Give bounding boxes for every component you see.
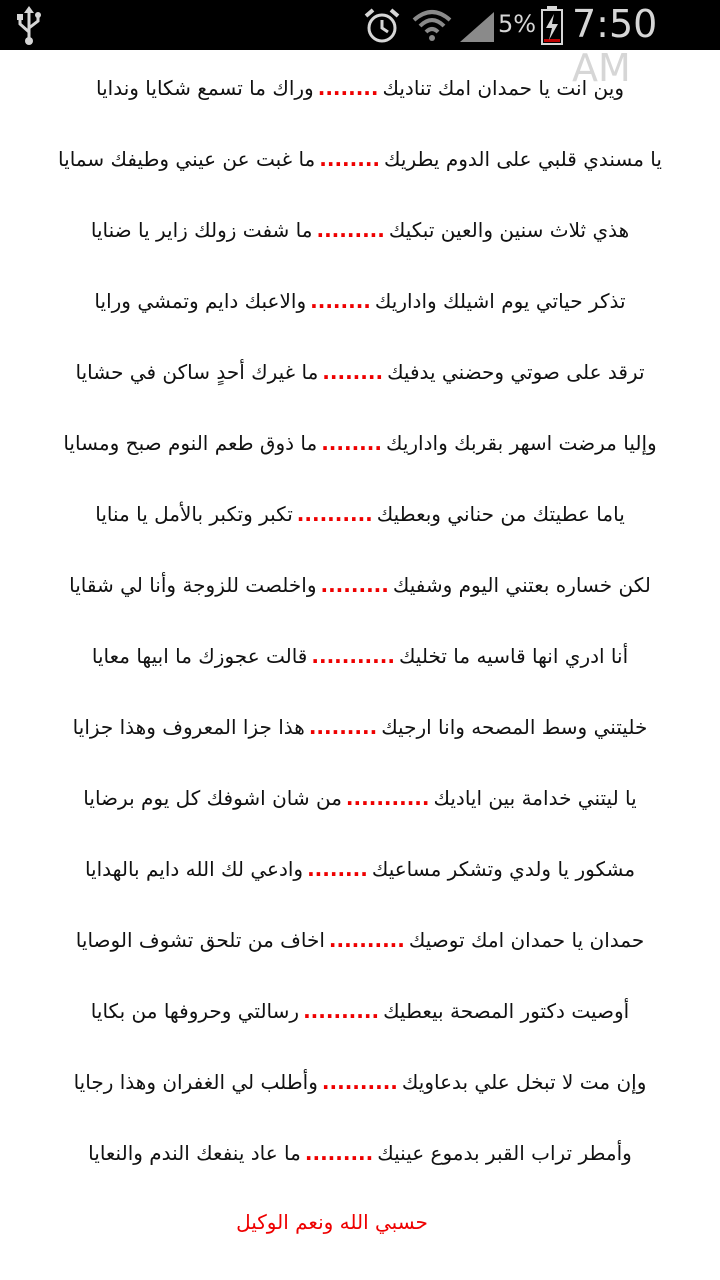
verse-separator-dots: ...........	[311, 644, 395, 668]
verse-separator-dots: ..........	[296, 502, 373, 526]
verse-separator-dots: ..........	[321, 1070, 398, 1094]
verse-second-half: من شان اشوفك كل يوم برضايا	[83, 786, 342, 810]
verse-line	[0, 778, 720, 818]
verse-line	[0, 565, 720, 605]
signal-icon	[460, 12, 496, 48]
verse-second-half: وادعي لك الله دايم بالهدايا	[84, 857, 304, 881]
verse-separator-dots: ........	[310, 289, 371, 313]
verse-first-half: هذي ثلاث سنين والعين تبكيك	[388, 218, 630, 242]
verse-first-half: تذكر حياتي يوم اشيلك واداريك	[374, 289, 626, 313]
verse-first-half: وين انت يا حمدان امك تناديك	[382, 76, 624, 100]
footer-text: حسبي الله ونعم الوكيل	[236, 1210, 428, 1234]
verse-second-half: والاعبك دايم وتمشي ورايا	[94, 289, 307, 313]
verse-line	[0, 920, 720, 960]
verse-second-half: تكبر وتكبر بالأمل يا منايا	[95, 502, 293, 526]
verse-line	[0, 352, 720, 392]
verse-first-half: لكن خساره بعتني اليوم وشفيك	[392, 573, 651, 597]
verse-first-half: حمدان يا حمدان امك توصيك	[408, 928, 645, 952]
verse-line	[0, 991, 720, 1031]
verse-line	[0, 707, 720, 747]
verse-line	[0, 68, 720, 108]
verse-first-half: أوصيت دكتور المصحة بيعطيك	[383, 999, 630, 1023]
verse-line	[0, 494, 720, 534]
verse-separator-dots: .........	[320, 573, 389, 597]
verse-separator-dots: .........	[304, 1141, 374, 1165]
verse-second-half: ما غبت عن عيني وطيفك سمايا	[58, 147, 316, 171]
verse-separator-dots: ........	[321, 431, 382, 455]
verse-second-half: واخلصت للزوجة وأنا لي شقايا	[69, 573, 317, 597]
verse-first-half: يا ليتني خدامة بين اياديك	[433, 786, 637, 810]
verse-second-half: رسالتي وحروفها من بكايا	[90, 999, 300, 1023]
verse-second-half: ما ذوق طعم النوم صبح ومسايا	[63, 431, 318, 455]
verse-first-half: خليتني وسط المصحه وانا ارجيك	[381, 715, 648, 739]
verse-separator-dots: .........	[316, 218, 385, 242]
verse-second-half: ما عاد ينفعك الندم والنعايا	[88, 1141, 301, 1165]
verse-line	[0, 849, 720, 889]
verse-first-half: مشكور يا ولدي وتشكر مساعيك	[371, 857, 636, 881]
usb-icon	[14, 6, 44, 50]
verse-line	[0, 636, 720, 676]
verse-separator-dots: .........	[308, 715, 378, 739]
verse-line	[0, 139, 720, 179]
verse-separator-dots: ...........	[345, 786, 430, 810]
verse-first-half: ياما عطيتك من حناني وبعطيك	[376, 502, 625, 526]
verse-first-half: وإليا مرضت اسهر بقربك واداريك	[385, 431, 657, 455]
verse-second-half: قالت عجوزك ما ابيها معايا	[91, 644, 308, 668]
verse-second-half: وأطلب لي الغفران وهذا رجايا	[73, 1070, 318, 1094]
verse-first-half: وإن مت لا تبخل علي بدعاويك	[401, 1070, 647, 1094]
verse-separator-dots: ..........	[328, 928, 405, 952]
verse-separator-dots: ........	[317, 76, 379, 100]
battery-percent: 5%	[498, 10, 537, 38]
verse-first-half: ترقد على صوتي وحضني يدفيك	[387, 360, 645, 384]
verse-line	[0, 1133, 720, 1173]
verse-separator-dots: ........	[322, 360, 384, 384]
verse-second-half: اخاف من تلحق تشوف الوصايا	[75, 928, 325, 952]
verse-second-half: ما شفت زولك زاير يا ضنايا	[90, 218, 313, 242]
battery-charging-icon	[540, 6, 564, 50]
alarm-icon	[362, 6, 402, 50]
verse-second-half: وراك ما تسمع شكايا وندايا	[96, 76, 314, 100]
verse-first-half: وأمطر تراب القبر بدموع عينيك	[377, 1141, 632, 1165]
clock: 7:50 AM	[572, 2, 658, 90]
verse-first-half: أنا ادري انها قاسيه ما تخليك	[398, 644, 629, 668]
verse-line	[0, 210, 720, 250]
wifi-icon	[412, 6, 452, 50]
verse-separator-dots: ........	[307, 857, 368, 881]
verse-second-half: هذا جزا المعروف وهذا جزايا	[72, 715, 305, 739]
verse-separator-dots: ........	[319, 147, 381, 171]
verse-line	[0, 423, 720, 463]
verse-line	[0, 281, 720, 321]
verse-second-half: ما غيرك أحدٍ ساكن في حشايا	[75, 360, 319, 384]
verse-line	[0, 1062, 720, 1102]
verse-first-half: يا مسندي قلبي على الدوم يطريك	[384, 147, 662, 171]
verse-separator-dots: ..........	[303, 999, 380, 1023]
